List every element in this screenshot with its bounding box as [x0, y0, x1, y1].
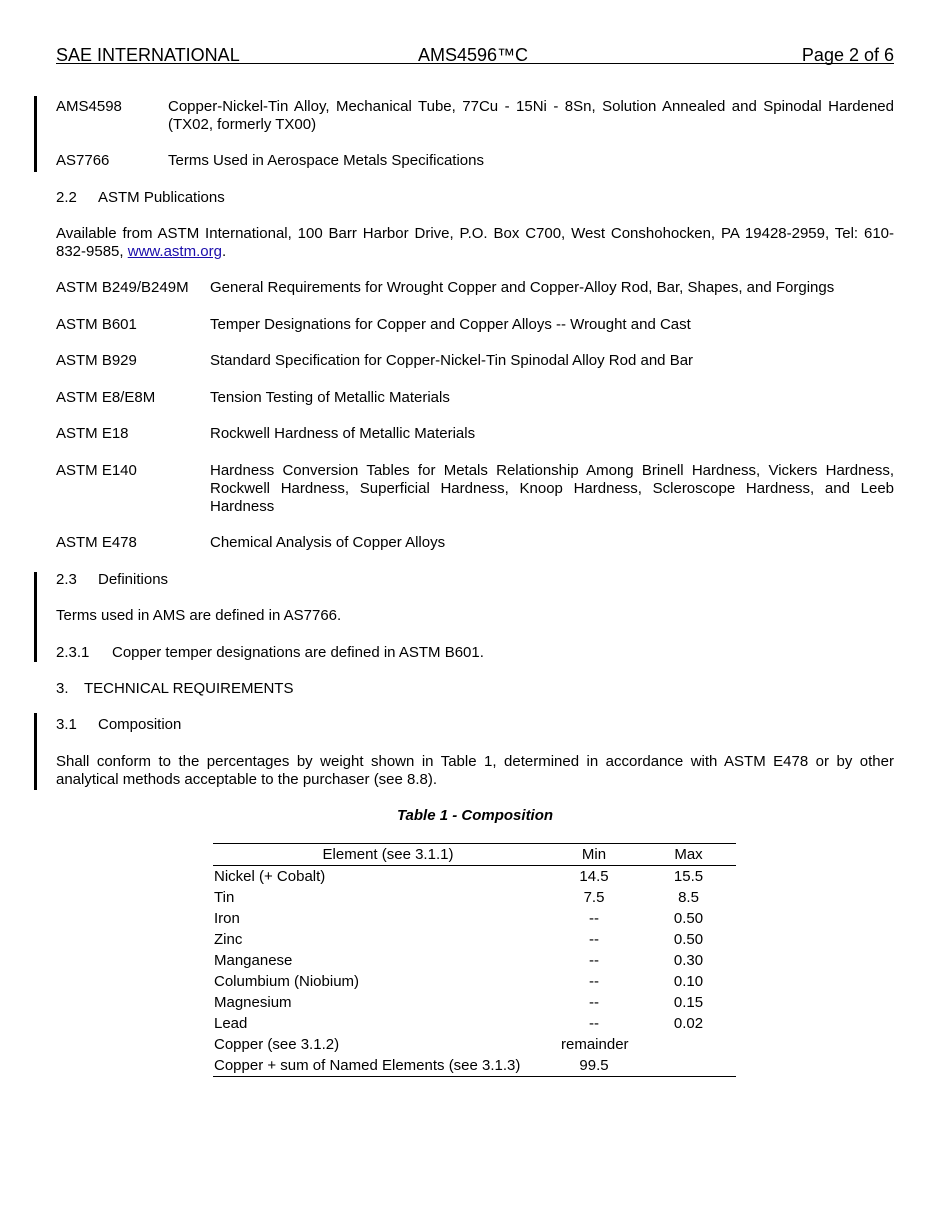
revision-bar	[34, 96, 37, 172]
max-cell: 0.30	[673, 952, 704, 969]
astm-ref-code: ASTM E478	[56, 534, 137, 551]
astm-ref-title: Chemical Analysis of Copper Alloys	[210, 534, 446, 551]
table-header-row	[213, 844, 736, 865]
astm-ref-title: Tension Testing of Metallic Materials	[210, 389, 450, 406]
ref-code: AMS4598	[56, 98, 122, 115]
max-cell: 0.02	[673, 1015, 704, 1032]
element-cell: Lead	[214, 1015, 248, 1032]
min-cell: --	[589, 952, 599, 969]
astm-ref-title: Hardness Conversion Tables for Metals Relationship Among Brinell Hardness, Vickers Hardness, Rockwell Hardness, Superficial Hardness, Knoop Hardness, Scleroscope Hardness, and Leeb Hardness	[210, 462, 894, 515]
table-header-min: Min	[581, 846, 607, 863]
ref-title: Copper-Nickel-Tin Alloy, Mechanical Tube, 77Cu - 15Ni - 8Sn, Solution Annealed and Spinodal Hardened (TX02, formerly TX00)	[168, 98, 894, 133]
revision-bar	[34, 713, 37, 790]
availability-text: Available from ASTM International, 100 Barr Harbor Drive, P.O. Box C700, West Conshohocken, PA 19428-2959, Tel: 610-832-9585,	[56, 225, 894, 260]
min-cell: 14.5	[579, 868, 609, 885]
table-row	[213, 1055, 736, 1076]
revision-bar	[34, 572, 37, 662]
element-cell: Columbium (Niobium)	[214, 973, 360, 990]
table-row	[213, 992, 736, 1013]
section-number: 2.3.1	[56, 644, 90, 661]
element-cell: Tin	[214, 889, 235, 906]
table-row	[213, 929, 736, 950]
astm-ref-code: ASTM B249/B249M	[56, 279, 189, 296]
table-row	[213, 950, 736, 971]
ref-code: AS7766	[56, 152, 110, 169]
max-cell: 0.50	[673, 910, 704, 927]
table-row	[213, 908, 736, 929]
header-rule	[56, 63, 894, 64]
min-cell: --	[589, 910, 599, 927]
table-row	[213, 971, 736, 992]
min-cell: --	[589, 994, 599, 1011]
header-org: SAE INTERNATIONAL	[56, 45, 240, 65]
astm-ref-code: ASTM E140	[56, 462, 137, 479]
astm-website-link[interactable]: www.astm.org	[127, 243, 222, 260]
section-title: ASTM Publications	[98, 189, 225, 206]
element-cell: Manganese	[214, 952, 293, 969]
section-title: Definitions	[98, 571, 169, 588]
max-cell: 0.10	[673, 973, 704, 990]
min-cell: 7.5	[583, 889, 605, 906]
availability-period: .	[221, 243, 227, 260]
composition-paragraph: Shall conform to the percentages by weight shown in Table 1, determined in accordance with ASTM E478 or by other analytical methods acceptable to the purchaser (see 8.8).	[56, 753, 894, 788]
min-cell: 99.5	[579, 1057, 609, 1074]
astm-ref-title: Standard Specification for Copper-Nickel-Tin Spinodal Alloy Rod and Bar	[210, 352, 694, 369]
min-cell: remainder	[561, 1036, 629, 1053]
min-cell: --	[589, 931, 599, 948]
element-cell: Zinc	[214, 931, 243, 948]
section-number: 2.2	[56, 189, 77, 206]
header-doc-id: AMS4596™C	[418, 45, 529, 65]
availability-paragraph	[56, 225, 894, 261]
definitions-paragraph: Terms used in AMS are defined in AS7766.	[56, 607, 342, 624]
max-cell: 15.5	[673, 868, 704, 885]
element-cell: Magnesium	[214, 994, 292, 1011]
min-cell: --	[589, 1015, 599, 1032]
astm-ref-code: ASTM E8/E8M	[56, 389, 156, 406]
section-title: Composition	[98, 716, 182, 733]
element-cell: Iron	[214, 910, 240, 927]
table-row	[213, 866, 736, 887]
section-text: Copper temper designations are defined in ASTM B601.	[112, 644, 484, 661]
table-row	[213, 1034, 736, 1055]
astm-ref-title: General Requirements for Wrought Copper and Copper-Alloy Rod, Bar, Shapes, and Forgings	[210, 279, 835, 296]
astm-ref-code: ASTM B929	[56, 352, 137, 369]
min-cell: --	[589, 973, 599, 990]
section-number: 2.3	[56, 571, 77, 588]
table-row	[213, 1013, 736, 1034]
section-title: TECHNICAL REQUIREMENTS	[84, 680, 294, 697]
astm-ref-title: Rockwell Hardness of Metallic Materials	[210, 425, 476, 442]
section-number: 3.1	[56, 716, 77, 733]
astm-ref-code: ASTM E18	[56, 425, 129, 442]
table-bottom-rule	[213, 1076, 736, 1077]
table-caption: Table 1 - Composition	[396, 807, 554, 824]
table-header-element: Element (see 3.1.1)	[322, 846, 454, 863]
table-row	[213, 887, 736, 908]
element-cell: Copper + sum of Named Elements (see 3.1.3)	[214, 1057, 521, 1074]
max-cell: 0.15	[673, 994, 704, 1011]
astm-ref-code: ASTM B601	[56, 316, 137, 333]
section-number: 3.	[56, 680, 69, 697]
astm-ref-title: Temper Designations for Copper and Copper Alloys -- Wrought and Cast	[210, 316, 691, 333]
header-page-number: Page 2 of 6	[801, 45, 894, 65]
element-cell: Nickel (+ Cobalt)	[214, 868, 326, 885]
max-cell: 8.5	[678, 889, 699, 906]
element-cell: Copper (see 3.1.2)	[214, 1036, 340, 1053]
table-header-max: Max	[674, 846, 703, 863]
max-cell: 0.50	[673, 931, 704, 948]
composition-table	[213, 843, 736, 1077]
ref-title: Terms Used in Aerospace Metals Specifications	[168, 152, 484, 169]
